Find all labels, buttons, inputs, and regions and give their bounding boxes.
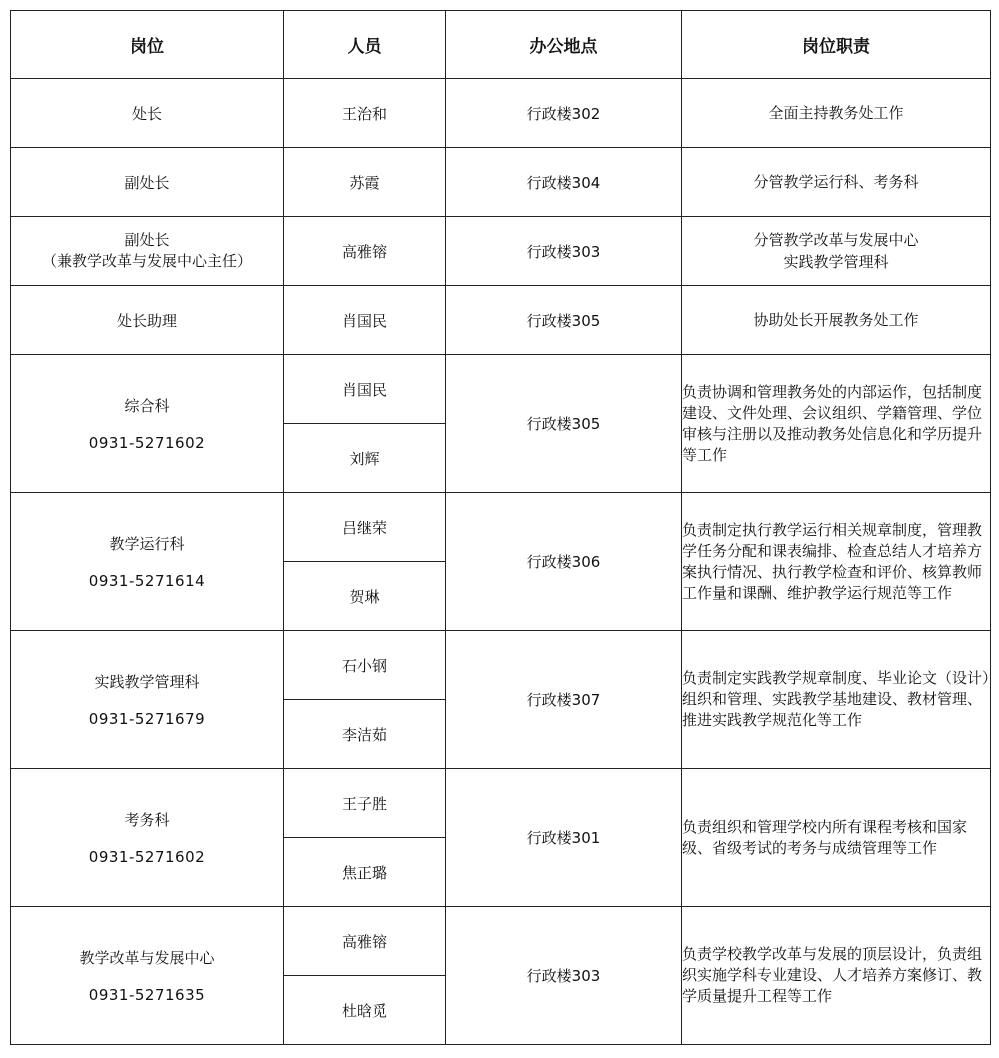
duty-cell: 负责制定执行教学运行相关规章制度，管理教学任务分配和课表编排、检查总结人才培养方案执行情况、执行教学检查和评价、核算教师工作量和课酬、维护教学运行规范等工作 (682, 493, 991, 631)
position-cell: 副处长 (11, 148, 284, 217)
position-cell (11, 217, 284, 286)
staff-cell: 肖国民 (284, 286, 446, 355)
position-cell: 处长助理 (11, 286, 284, 355)
header-row (11, 11, 991, 79)
section-row (11, 493, 991, 562)
section-row (11, 355, 991, 424)
staff-cell: 肖国民 (284, 355, 446, 424)
duty-cell: 分管教学运行科、考务科 (682, 148, 991, 217)
staff-cell: 苏霞 (284, 148, 446, 217)
staff-cell: 刘辉 (284, 424, 446, 493)
office-cell: 行政楼304 (446, 148, 682, 217)
table-row (11, 79, 991, 148)
staff-cell: 吕继荣 (284, 493, 446, 562)
staff-cell: 王子胜 (284, 769, 446, 838)
section-name: 综合科 (124, 397, 170, 415)
section-position-cell (11, 493, 284, 631)
staff-cell: 高雅镕 (284, 907, 446, 976)
office-cell: 行政楼306 (446, 493, 682, 631)
header-office: 办公地点 (446, 11, 682, 79)
office-cell: 行政楼303 (446, 217, 682, 286)
section-phone: 0931-5271679 (88, 710, 206, 728)
section-phone: 0931-5271635 (88, 986, 206, 1004)
office-cell: 行政楼307 (446, 631, 682, 769)
office-cell: 行政楼305 (446, 286, 682, 355)
section-position-cell (11, 907, 284, 1045)
header-duty: 岗位职责 (682, 11, 991, 79)
section-phone: 0931-5271602 (88, 434, 206, 452)
duty-cell: 负责协调和管理教务处的内部运作，包括制度建设、文件处理、会议组织、学籍管理、学位审核与注册以及推动教务处信息化和学历提升等工作 (682, 355, 991, 493)
office-cell: 行政楼301 (446, 769, 682, 907)
staff-cell: 杜晗觅 (284, 976, 446, 1045)
section-phone: 0931-5271602 (88, 848, 206, 866)
staff-cell: 李洁茹 (284, 700, 446, 769)
table-row (11, 286, 991, 355)
staff-cell: 石小钢 (284, 631, 446, 700)
header-staff: 人员 (284, 11, 446, 79)
staff-cell: 贺琳 (284, 562, 446, 631)
section-phone: 0931-5271614 (88, 572, 206, 590)
section-position-cell (11, 631, 284, 769)
duty-line: 分管教学改革与发展中心 (753, 231, 919, 249)
section-name: 教学运行科 (109, 535, 185, 553)
position-note: （兼教学改革与发展中心主任） (41, 252, 252, 270)
position-cell: 处长 (11, 79, 284, 148)
section-row (11, 631, 991, 700)
duty-cell: 负责学校教学改革与发展的顶层设计，负责组织实施学科专业建设、人才培养方案修订、教学质量提升工程等工作 (682, 907, 991, 1045)
staff-cell: 焦正璐 (284, 838, 446, 907)
table-row (11, 217, 991, 286)
section-row (11, 907, 991, 976)
staff-duty-table (10, 10, 991, 1045)
office-cell: 行政楼303 (446, 907, 682, 1045)
position-title: 副处长 (124, 231, 170, 249)
staff-cell: 王治和 (284, 79, 446, 148)
section-position-cell (11, 355, 284, 493)
duty-cell: 负责组织和管理学校内所有课程考核和国家级、省级考试的考务与成绩管理等工作 (682, 769, 991, 907)
section-name: 教学改革与发展中心 (79, 949, 215, 967)
section-row (11, 769, 991, 838)
section-name: 实践教学管理科 (94, 673, 200, 691)
duty-cell: 协助处长开展教务处工作 (682, 286, 991, 355)
duty-cell: 负责制定实践教学规章制度、毕业论文（设计）组织和管理、实践教学基地建设、教材管理、推进实践教学规范化等工作 (682, 631, 991, 769)
table-row (11, 148, 991, 217)
office-cell: 行政楼305 (446, 355, 682, 493)
section-name: 考务科 (124, 811, 170, 829)
duty-cell: 全面主持教务处工作 (682, 79, 991, 148)
header-position: 岗位 (11, 11, 284, 79)
duty-line: 实践教学管理科 (783, 253, 889, 271)
section-position-cell (11, 769, 284, 907)
office-cell: 行政楼302 (446, 79, 682, 148)
staff-cell: 高雅镕 (284, 217, 446, 286)
duty-cell (682, 217, 991, 286)
